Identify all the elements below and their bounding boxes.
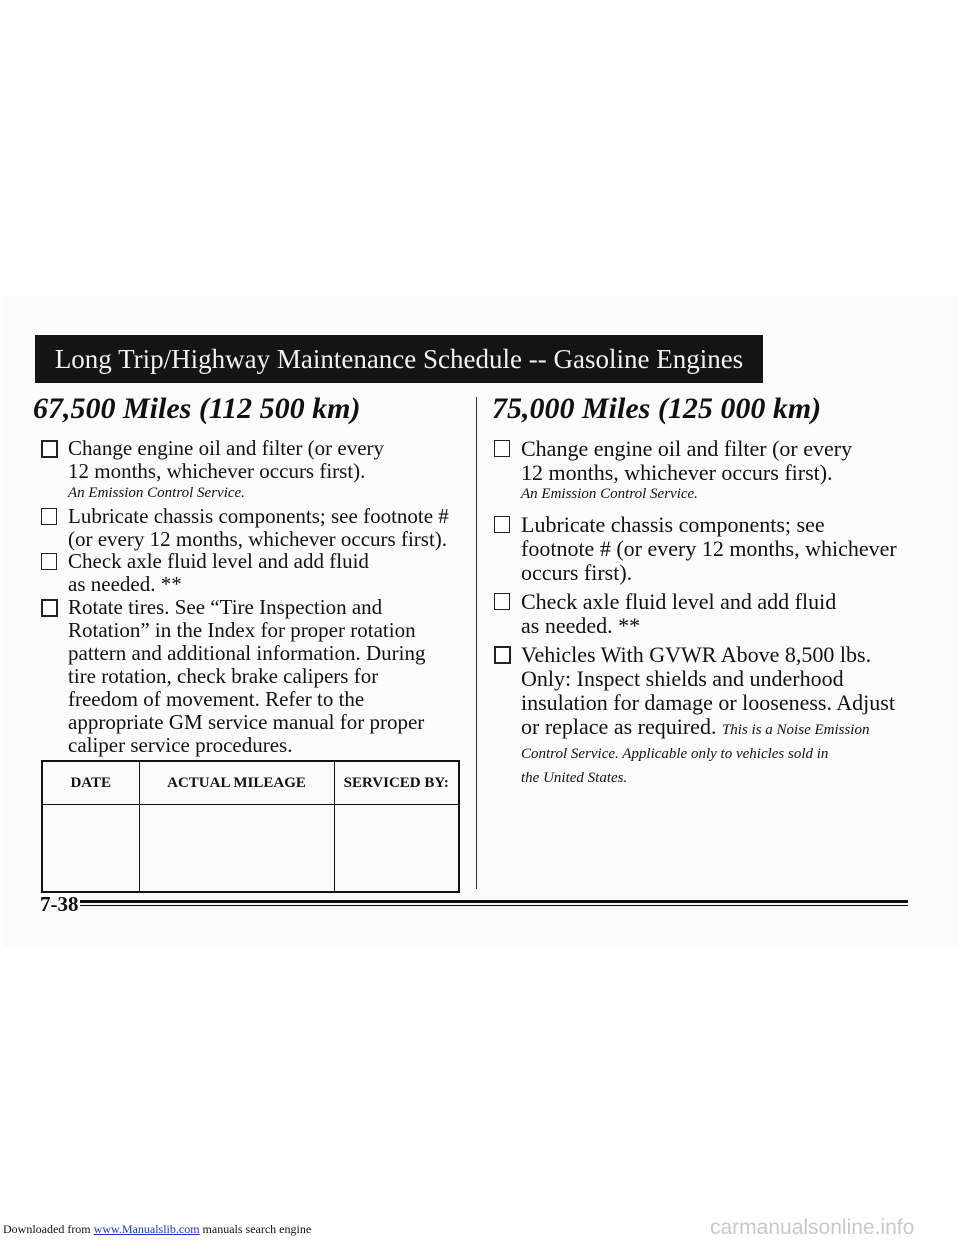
left-item-oil (68, 437, 468, 483)
mileage-cell[interactable] (139, 805, 334, 893)
checkbox-icon[interactable] (41, 508, 57, 525)
item-line: 12 months, whichever occurs first). (521, 460, 833, 485)
item-line: occurs first). (521, 560, 633, 585)
item-line: Check axle fluid level and add fluid (68, 549, 369, 573)
item-line: Rotate tires. See “Tire Inspection and (68, 595, 383, 619)
right-item-oil (521, 437, 931, 485)
serviced-by-cell[interactable] (334, 805, 459, 893)
left-emission-note: An Emission Control Service. (68, 485, 245, 501)
left-interval-title: 67,500 Miles (112 500 km) (33, 392, 361, 425)
noise-emission-note-cont: Control Service. Applicable only to vehicles sold in (521, 746, 829, 762)
item-line: Change engine oil and filter (or every (521, 436, 853, 461)
footer-rule-thin (80, 905, 908, 906)
noise-emission-note: This is a Noise Emission (721, 722, 870, 738)
checkbox-icon[interactable] (41, 599, 58, 617)
left-item-rotate-tires (68, 596, 468, 757)
item-line (521, 715, 931, 742)
item-line: footnote # (or every 12 months, whichever (521, 536, 897, 561)
watermark: carmanualsonline.info (710, 1216, 915, 1239)
manualslib-link[interactable]: www.Manualslib.com (93, 1222, 200, 1236)
table-header-row (42, 761, 459, 805)
right-item-gvwr-shields (521, 643, 931, 790)
item-text: or replace as required. (521, 714, 717, 739)
page-number: 7-38 (40, 892, 79, 916)
col-date: DATE (42, 761, 139, 805)
right-interval-title: 75,000 Miles (125 000 km) (492, 392, 822, 425)
item-line: Rotation” in the Index for proper rotation (68, 618, 416, 642)
noise-emission-note-cont: the United States. (521, 770, 628, 786)
item-line: Lubricate chassis components; see (521, 512, 825, 537)
item-line: as needed. ** (521, 613, 641, 638)
item-line: Only: Inspect shields and underhood (521, 666, 844, 691)
credit-suffix: manuals search engine (199, 1222, 312, 1236)
checkbox-icon[interactable] (494, 516, 510, 533)
item-line: (or every 12 months, whichever occurs first). (68, 527, 448, 551)
item-line: caliper service procedures. (68, 733, 293, 757)
date-cell[interactable] (42, 805, 139, 893)
service-log-table (41, 760, 460, 893)
checkbox-icon[interactable] (494, 440, 510, 457)
item-line: Vehicles With GVWR Above 8,500 lbs. (521, 642, 872, 667)
right-item-lubricate (521, 513, 931, 585)
footer-rule (80, 900, 908, 903)
schedule-banner: Long Trip/Highway Maintenance Schedule -- Gasoline Engines (35, 335, 763, 383)
left-item-lubricate (68, 505, 468, 551)
item-line: tire rotation, check brake calipers for (68, 664, 379, 688)
left-item-axle (68, 550, 468, 596)
table-row (42, 805, 459, 893)
credit-prefix: Downloaded from (3, 1222, 94, 1236)
col-actual-mileage: ACTUAL MILEAGE (139, 761, 334, 805)
checkbox-icon[interactable] (494, 646, 511, 664)
right-item-axle (521, 590, 931, 638)
checkbox-icon[interactable] (41, 553, 57, 570)
item-line: Lubricate chassis components; see footnote # (68, 504, 449, 528)
right-emission-note: An Emission Control Service. (521, 486, 698, 502)
item-line: freedom of movement. Refer to the (68, 687, 365, 711)
download-credit (3, 1222, 311, 1237)
checkbox-icon[interactable] (41, 440, 58, 458)
col-serviced-by: SERVICED BY: (334, 761, 459, 805)
item-line: Change engine oil and filter (or every (68, 436, 385, 460)
column-divider (476, 397, 477, 889)
item-line: appropriate GM service manual for proper (68, 710, 425, 734)
item-line: Check axle fluid level and add fluid (521, 589, 837, 614)
item-line: 12 months, whichever occurs first). (68, 459, 366, 483)
item-line: pattern and additional information. During (68, 641, 426, 665)
item-line: as needed. ** (68, 572, 182, 596)
checkbox-icon[interactable] (494, 593, 510, 610)
item-line: insulation for damage or looseness. Adjust (521, 690, 895, 715)
